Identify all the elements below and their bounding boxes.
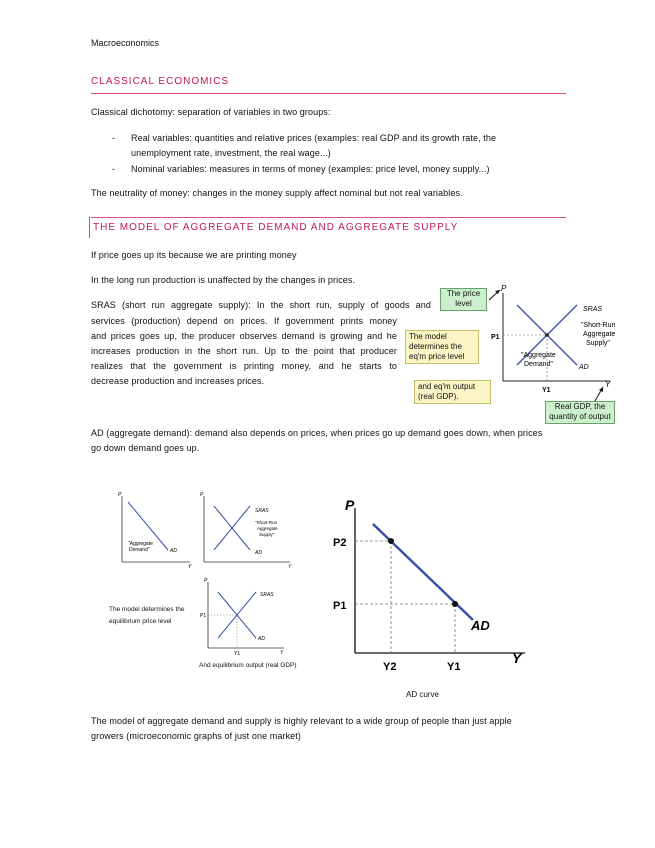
sras-line: realizes that the government is printing money, and he starts to: [91, 361, 397, 371]
equilibrium-point: [545, 333, 549, 337]
sras-line: services (production) depend on prices. If government prints money: [91, 316, 397, 326]
panel-b-sras-label: SRAS: [255, 508, 269, 514]
gdp-box-line: quantity of output: [549, 412, 611, 421]
section-rule: [91, 93, 566, 94]
bullet-text-line: unemployment rate, investment, the real wage...): [131, 148, 331, 158]
sras-paragraph: [91, 298, 431, 313]
bullet-item: [0, 131, 655, 161]
panel-b-srs-quote: Aggregate: [257, 526, 278, 531]
p-axis-label: P: [501, 284, 507, 293]
output-box: [414, 380, 491, 404]
output-box-line: (real GDP).: [418, 392, 459, 401]
model-box-line: determines the: [409, 342, 462, 351]
model-caption-line: The model determines the: [109, 606, 185, 613]
panel-b-srs-quote: "Short-Run: [255, 520, 278, 525]
ad-label: AD: [579, 364, 589, 371]
srs-quote: "Short-Run: [581, 322, 616, 329]
bullet-text-line: Real variables: quantities and relative prices (examples: real GDP and its growth rate, the: [131, 133, 497, 143]
model-box-line: The model: [409, 332, 447, 341]
y-axis-label: Y: [605, 380, 611, 389]
dichotomy-text: Classical dichotomy: separation of variables in two groups:: [91, 107, 331, 117]
panel-a-ad-label: AD: [170, 548, 177, 554]
long-run-text: In the long run production is unaffected by the changes in prices.: [91, 275, 356, 285]
srs-quote: Aggregate: [583, 331, 616, 338]
ad-curve-caption: AD curve: [406, 690, 439, 699]
bullet-item: [0, 162, 655, 177]
fig3-p-label: P: [345, 497, 355, 513]
section-rule-left: [89, 217, 90, 238]
fig3-point-p1: [452, 601, 458, 607]
gdp-box-line: Real GDP, the: [554, 402, 606, 411]
panel-c-y: Y: [280, 650, 284, 656]
bullet-marker: -: [112, 164, 116, 174]
section-title-classical: CLASSICAL ECONOMICS: [91, 76, 230, 87]
srs-quote: Supply": [586, 340, 610, 347]
model-caption: [109, 604, 185, 628]
fig3-p2-label: P2: [333, 537, 347, 549]
panel-c-p1: P1: [200, 613, 207, 619]
p1-label: P1: [491, 334, 500, 341]
final-text-line: growers (microeconomic graphs of just one market): [91, 731, 301, 741]
fig3-p1-label: P1: [333, 600, 347, 612]
y1-label: Y1: [542, 387, 551, 394]
gdp-box: [545, 401, 615, 424]
ad-quote: "Aggregate: [521, 352, 556, 359]
price-level-box: The price level: [440, 288, 487, 311]
panel-b-srs-quote: Supply": [259, 532, 275, 537]
model-box: [405, 330, 479, 364]
final-text-line: The model of aggregate demand and supply is highly relevant to a wide group of people than just apple: [91, 716, 512, 726]
fig3-ad-curve: [373, 524, 473, 620]
section-title-adas: THE MODEL OF AGGREGATE DEMAND AND AGGREGATE SUPPLY: [93, 222, 459, 233]
sras-line: decrease production and increases prices.: [91, 376, 265, 386]
panel-a-ad-quote: Demand": [129, 547, 150, 553]
sras-line: and prices goes up, the producer observes demand is growing and he: [91, 331, 397, 341]
output-caption: And equilibrium output (real GDP): [199, 662, 297, 669]
panel-a-p: P: [118, 492, 122, 498]
sras-line: increases production in the short run. Up to the point that producer: [91, 346, 397, 356]
section-rule: [91, 217, 566, 218]
panel-c-y1: Y1: [234, 651, 241, 657]
ad-quote: Demand": [524, 361, 553, 368]
fig3-y2-label: Y2: [383, 661, 397, 673]
fig3-y1-label: Y1: [447, 661, 461, 673]
neutrality-text: The neutrality of money: changes in the money supply affect nominal but not real variables.: [91, 188, 463, 198]
document-header: Macroeconomics: [91, 38, 160, 48]
bullet-marker: -: [112, 133, 116, 143]
panel-b-y: Y: [288, 564, 292, 570]
ad-curve-figure: [325, 488, 545, 678]
output-box-line: and eq'm output: [418, 382, 476, 391]
panel-c-p: P: [204, 578, 208, 584]
sras-line: SRAS (short run aggregate supply): In the short run, supply of goods and: [91, 300, 431, 310]
panel-a-y: Y: [188, 564, 192, 570]
price-text: If price goes up its because we are printing money: [91, 250, 297, 260]
panel-b-p: P: [200, 492, 204, 498]
fig3-ad-label: AD: [471, 618, 490, 633]
ad-text-line: go down demand goes up.: [91, 443, 200, 453]
model-caption-line: equilibrium price level: [109, 618, 172, 625]
three-panel-figure: [100, 490, 320, 675]
panel-c-sras-label: SRAS: [260, 592, 274, 598]
panel-c-ad-label: AD: [258, 636, 265, 642]
model-box-line: eq'm price level: [409, 352, 465, 361]
sras-label: SRAS: [583, 306, 603, 313]
fig3-y-label: Y: [512, 650, 522, 666]
panel-a-ad-quote: "Aggregate: [128, 541, 153, 547]
bullet-text-line: Nominal variables: measures in terms of money (examples: price level, money supply...): [131, 164, 490, 174]
ad-text-line: AD (aggregate demand): demand also depends on prices, when prices go up demand goes down, when prices: [91, 428, 543, 438]
panel-b-ad-label: AD: [255, 550, 262, 556]
fig3-point-p2: [388, 538, 394, 544]
